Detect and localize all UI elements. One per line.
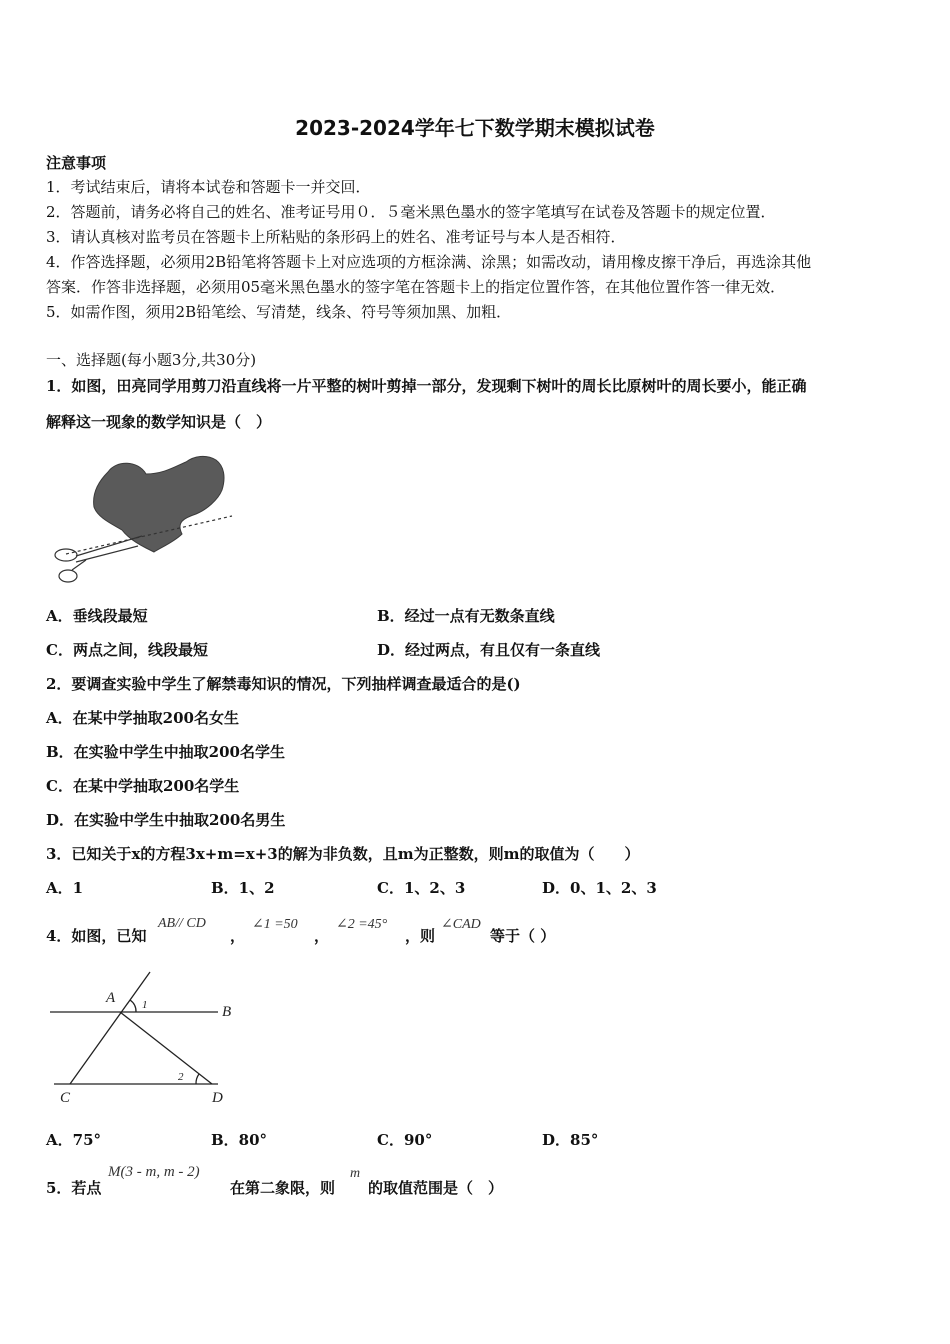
- q5-stem-mid: 在第二象限，则: [230, 1179, 336, 1197]
- leaf-scissors-figure: [46, 452, 236, 592]
- angle-2-arc: [196, 1074, 199, 1084]
- q4-math-angle2: ∠2 =45°: [336, 917, 388, 932]
- notice-item: 答案．作答非选择题，必须用05毫米黑色墨水的签字笔在答题卡上的指定位置作答，在其他位置作答一律无效．: [46, 278, 786, 296]
- q3-option-a: A．1: [46, 879, 84, 897]
- label-c: C: [60, 1090, 71, 1106]
- q3-option-d: D．0、1、2、3: [542, 879, 657, 897]
- q4-sep: ，: [314, 927, 330, 945]
- notice-item: 4．作答选择题，必须用2B铅笔将答题卡上对应选项的方框涂满、涂黑；如需改动，请用橡皮擦干净后，再选涂其他: [46, 253, 812, 271]
- q4-math-cad: ∠CAD: [441, 917, 481, 932]
- q4-stem-post: 等于（ ）: [490, 927, 556, 945]
- notice-item: 3．请认真核对监考员在答题卡上所粘贴的条形码上的姓名、准考证号与本人是否相符．: [46, 228, 626, 246]
- notice-item: 5．如需作图，须用2B铅笔绘、写清楚，线条、符号等须加黑、加粗．: [46, 303, 512, 321]
- notice-item: 1．考试结束后，请将本试卷和答题卡一并交回．: [46, 178, 371, 196]
- notice-heading: 注意事项: [46, 154, 107, 172]
- q3-stem: 3．已知关于x的方程3x+m=x+3的解为非负数，且m为正整数，则m的取值为（ ）: [46, 845, 640, 863]
- q4-option-a: A．75°: [46, 1131, 102, 1149]
- q5-math-point: M(3 - m, m - 2): [108, 1164, 200, 1180]
- q3-option-c: C．1、2、3: [377, 879, 466, 897]
- q4-math-angle1: ∠1 =50: [252, 917, 298, 932]
- angle-1-arc: [130, 1000, 136, 1012]
- q4-option-c: C．90°: [377, 1131, 433, 1149]
- section-heading: 一、选择题(每小题3分,共30分): [46, 351, 257, 369]
- label-angle-1: 1: [142, 999, 148, 1011]
- scissors-icon: [55, 536, 142, 582]
- q1-option-a: A．垂线段最短: [46, 607, 148, 625]
- q3-option-b: B．1、2: [211, 879, 275, 897]
- q4-option-d: D．85°: [542, 1131, 599, 1149]
- leaf-shape: [94, 456, 224, 552]
- q1-stem-line2: 解释这一现象的数学知识是（ ）: [46, 413, 272, 431]
- q5-math-m: m: [350, 1166, 361, 1181]
- page-title: 2023-2024学年七下数学期末模拟试卷: [295, 116, 655, 140]
- q4-math-parallel: AB// CD: [158, 916, 206, 931]
- q4-stem-pre: 4．如图，已知: [46, 927, 147, 945]
- q4-option-b: B．80°: [211, 1131, 268, 1149]
- q1-stem-line1: 1．如图，田亮同学用剪刀沿直线将一片平整的树叶剪掉一部分，发现剩下树叶的周长比原树叶的周长要小，能正确: [46, 377, 807, 395]
- q4-stem-mid: ，则: [405, 927, 436, 945]
- q2-stem: 2．要调查实验中学生了解禁毒知识的情况，下列抽样调查最适合的是(): [46, 675, 521, 693]
- q2-option-d: D．在实验中学生中抽取200名男生: [46, 811, 286, 829]
- parallel-lines-figure: [46, 968, 246, 1108]
- q4-sep: ，: [230, 927, 246, 945]
- q2-option-c: C．在某中学抽取200名学生: [46, 777, 240, 795]
- q1-option-b: B．经过一点有无数条直线: [377, 607, 555, 625]
- line-transversal: [70, 972, 150, 1084]
- notice-item: 2．答题前，请务必将自己的姓名、准考证号用０．５毫米黑色墨水的签字笔填写在试卷及答题卡的规定位置．: [46, 203, 776, 221]
- q1-option-d: D．经过两点，有且仅有一条直线: [377, 641, 601, 659]
- label-d: D: [212, 1090, 223, 1106]
- q2-option-a: A．在某中学抽取200名女生: [46, 709, 239, 727]
- label-a: A: [106, 990, 116, 1006]
- label-b: B: [222, 1004, 232, 1020]
- q1-option-c: C．两点之间，线段最短: [46, 641, 208, 659]
- line-ad: [120, 1012, 212, 1084]
- label-angle-2: 2: [178, 1071, 184, 1083]
- q2-option-b: B．在实验中学生中抽取200名学生: [46, 743, 285, 761]
- q5-stem-pre: 5．若点: [46, 1179, 102, 1197]
- q5-stem-post: 的取值范围是（ ）: [368, 1179, 504, 1197]
